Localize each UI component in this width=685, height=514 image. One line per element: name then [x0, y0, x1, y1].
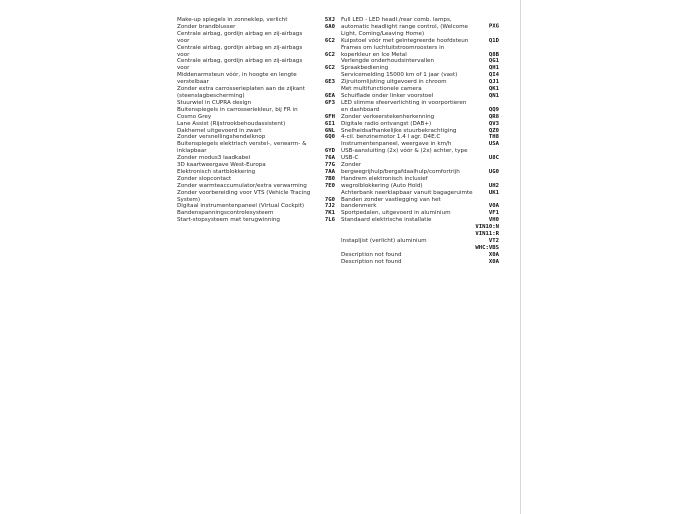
option-description: Zonder voorbereiding voor VTS (Vehicle Tracing System): [177, 189, 311, 203]
option-row: [341, 190, 499, 197]
option-row: [177, 217, 335, 224]
option-description: LED slimme sfeerverlichting in voorportieren en dashboard: [341, 99, 467, 113]
option-code: QN1: [488, 92, 499, 99]
option-description: Instapljist (verlicht) aluminium: [341, 238, 427, 244]
option-description: 3D kaartweergave West-Europa: [177, 162, 266, 169]
option-code: QI4: [488, 72, 499, 79]
option-row: [341, 259, 499, 266]
option-description: Centrale airbag, gordijn airbag en zij-airbags voor: [177, 58, 303, 72]
option-code: 7B0: [324, 175, 335, 182]
option-description: Digitaal instrumentenpaneel (Virtual Cockpit): [177, 203, 305, 210]
option-row: [341, 100, 499, 114]
option-row: [341, 17, 499, 38]
option-row: [341, 217, 499, 224]
option-row: [341, 45, 499, 59]
option-row: [177, 141, 335, 155]
option-row: [341, 238, 499, 245]
option-code: TH8: [488, 134, 499, 141]
option-row: [177, 176, 335, 183]
option-code: VT2: [488, 238, 499, 244]
option-row: [341, 162, 499, 176]
option-row: [177, 183, 335, 190]
option-description: Buitenspiegels in carrosseriekleur, bij FR in Cosmo Grey: [177, 106, 298, 120]
option-description: [341, 231, 475, 238]
option-code: 6C2: [324, 51, 335, 58]
option-code: V0A: [488, 203, 499, 210]
option-code: X0A: [488, 258, 499, 265]
option-row: [341, 72, 499, 79]
option-description: Frames om luchtuitstroomroosters in koperkleur en Ice Metal: [341, 44, 445, 58]
option-row: [341, 114, 499, 121]
option-row: [177, 17, 335, 24]
option-code: USA: [488, 141, 499, 148]
option-description: Snelheidsafhankelijke stuurbekrachtiging: [341, 127, 457, 134]
option-row: [341, 134, 499, 141]
option-description: Standaard elektrische installatie: [341, 217, 432, 224]
option-row: [177, 86, 335, 100]
option-description: Zonder slopcontact: [177, 175, 232, 182]
option-code: 6E3: [324, 79, 335, 86]
option-description: Digitale radio ontvangst (DAB+): [341, 120, 432, 127]
option-code: 7E0: [324, 182, 335, 189]
option-code: UH2: [488, 182, 499, 189]
option-code: 6F3: [324, 99, 335, 106]
option-row: [177, 121, 335, 128]
option-code: 6C2: [324, 65, 335, 72]
option-description: Elektronisch startblokkering: [177, 168, 256, 175]
option-description: Zonder warmteaccumulator/extra verwarming: [177, 182, 307, 189]
option-code: UG0: [488, 168, 499, 175]
option-code: 6EA: [324, 92, 335, 99]
option-description: Spraakbediening: [341, 65, 389, 72]
option-code: 7K1: [324, 210, 335, 217]
option-code: 6NL: [324, 127, 335, 134]
option-code: UK1: [488, 189, 499, 196]
page-edge-divider: [520, 0, 521, 514]
option-code: VIN11:R: [475, 231, 499, 238]
option-description: Zijruitomlijsting uitgevoerd in chroom: [341, 79, 447, 86]
option-code: 6A0: [324, 23, 335, 30]
option-row: [341, 86, 499, 93]
option-description: Verlengde onderhoudsintervallen: [341, 58, 435, 65]
option-code: 6Q0: [324, 134, 335, 141]
option-description: Zonder bergwegrijhulp/bergafdaalhulp/comfortrijh: [341, 162, 460, 175]
option-code: QK1: [488, 86, 499, 93]
option-code: Q8B: [488, 51, 499, 58]
option-description: Buitenspiegels elektrisch verstel-, verwarm- & inklapbaar: [177, 141, 307, 155]
option-code: 6YD: [324, 148, 335, 155]
option-description: Met multifunctionele camera: [341, 86, 422, 93]
option-code: 6FH: [324, 113, 335, 120]
option-description: Make-up spiegels in zonneklep, verlicht: [177, 17, 288, 23]
option-description: Zonder extra carrosserieplaten aan de zijkant (steenslagbescherming): [177, 86, 305, 99]
option-description: Zonder versnellingshendelknop: [177, 134, 266, 141]
option-row: [177, 100, 335, 107]
option-description: Stuurwiel in CUPRA design: [177, 99, 252, 106]
option-code: 7L6: [324, 217, 335, 224]
option-row: [177, 58, 335, 72]
options-column-left: [177, 17, 335, 224]
option-code: U8C: [488, 155, 499, 162]
option-row: [341, 93, 499, 100]
option-code: 6C2: [324, 37, 335, 44]
option-description: Middenarmsteun vóór, in hoogte en lengte verstelbaar: [177, 72, 297, 86]
option-description: Banden zonder vastlegging van het bandenmerk: [341, 196, 441, 210]
option-row: [177, 169, 335, 176]
option-description: Servicemelding 15000 km of 1 jaar (vast): [341, 72, 458, 79]
option-row: [177, 210, 335, 217]
option-description: Dakhemel uitgevoerd in zwart: [177, 127, 262, 134]
option-description: Description not found: [341, 258, 402, 265]
options-column-right: [341, 17, 499, 266]
option-row: [177, 155, 335, 162]
option-code: QR8: [488, 113, 499, 120]
option-row: [177, 128, 335, 135]
option-description: Bandenspanningscontrolesysteem: [177, 210, 274, 217]
option-description: Zonder verkeerstekenherkenning: [341, 113, 435, 120]
option-row: [341, 121, 499, 128]
option-description: Lane Assist (Rijstrookbehoudassistent): [177, 120, 286, 127]
option-description: Start-stopsysteem met terugwinning: [177, 217, 280, 224]
option-row: [341, 79, 499, 86]
option-row: [341, 148, 499, 162]
option-code: QH1: [488, 65, 499, 72]
option-code: 7G0: [324, 196, 335, 203]
option-code: 7J2: [324, 203, 335, 210]
option-description: Description not found: [341, 251, 402, 258]
option-row: [177, 162, 335, 169]
option-row: [341, 176, 499, 190]
option-row: [341, 231, 499, 238]
option-description: Kuipstoel vóór met geïntegreerde hoofdsteun: [341, 37, 469, 44]
option-code: QZ0: [488, 127, 499, 134]
option-row: [177, 190, 335, 204]
option-code: PXG: [488, 23, 499, 30]
option-row: [177, 45, 335, 59]
option-row: [177, 24, 335, 31]
option-description: Zonder modus3 laadkabel: [177, 155, 251, 162]
option-row: [341, 65, 499, 72]
option-code: X0A: [488, 251, 499, 258]
option-description: [341, 224, 475, 231]
option-description: Centrale airbag, gordijn airbag en zij-airbags voor: [177, 44, 303, 58]
option-row: [341, 197, 499, 211]
option-code: QQ9: [488, 106, 499, 113]
option-code: 7AA: [324, 168, 335, 175]
option-code: VIN10:N: [475, 224, 499, 231]
option-code: 6I1: [324, 120, 335, 127]
option-description: Schuiflade onder linker voorstoel: [341, 92, 434, 99]
option-code: VH0: [488, 217, 499, 224]
option-description: Handrem elektronisch inclusief wegrolblokkering (Auto Hold): [341, 175, 428, 189]
option-row: [177, 134, 335, 141]
option-code: WHC:VBS: [475, 244, 499, 251]
option-row: [341, 224, 499, 231]
option-row: [341, 245, 499, 252]
option-description: Achterbank neerklapbaar vanuit bagageruimte: [341, 189, 473, 196]
option-code: 76A: [324, 155, 335, 162]
option-row: [341, 252, 499, 259]
option-code: QJ1: [488, 79, 499, 86]
option-code: 77G: [324, 162, 335, 169]
option-row: [177, 31, 335, 45]
option-code: QG1: [488, 58, 499, 65]
option-row: [177, 72, 335, 86]
option-row: [341, 38, 499, 45]
option-row: [177, 107, 335, 121]
option-description: USB-aansluiting (2x) vóór & (2x) achter, type USB-C: [341, 148, 468, 162]
option-description: Full LED - LED headl./rear comb. lamps, automatic headlight range control, (Welcome Light, Coming/Leaving Home): [341, 17, 468, 37]
option-row: [341, 58, 499, 65]
option-row: [177, 203, 335, 210]
option-description: Instrumentenpaneel, weergave in km/h: [341, 141, 452, 148]
option-code: QV3: [488, 120, 499, 127]
option-code: VF1: [488, 210, 499, 217]
option-description: Sportpedalen, uitgevoerd in aluminium: [341, 210, 451, 217]
option-description: Zonder brandblusser: [177, 23, 236, 30]
option-description: 4-cil. benzinemotor 1.4 l agr. D4E.C: [341, 134, 441, 141]
option-code: Q1D: [488, 37, 499, 44]
option-description: Centrale airbag, gordijn airbag en zij-airbags voor: [177, 30, 303, 44]
option-code: 5XJ: [324, 17, 335, 23]
option-row: [341, 128, 499, 135]
option-description: [341, 245, 475, 252]
option-row: [341, 210, 499, 217]
